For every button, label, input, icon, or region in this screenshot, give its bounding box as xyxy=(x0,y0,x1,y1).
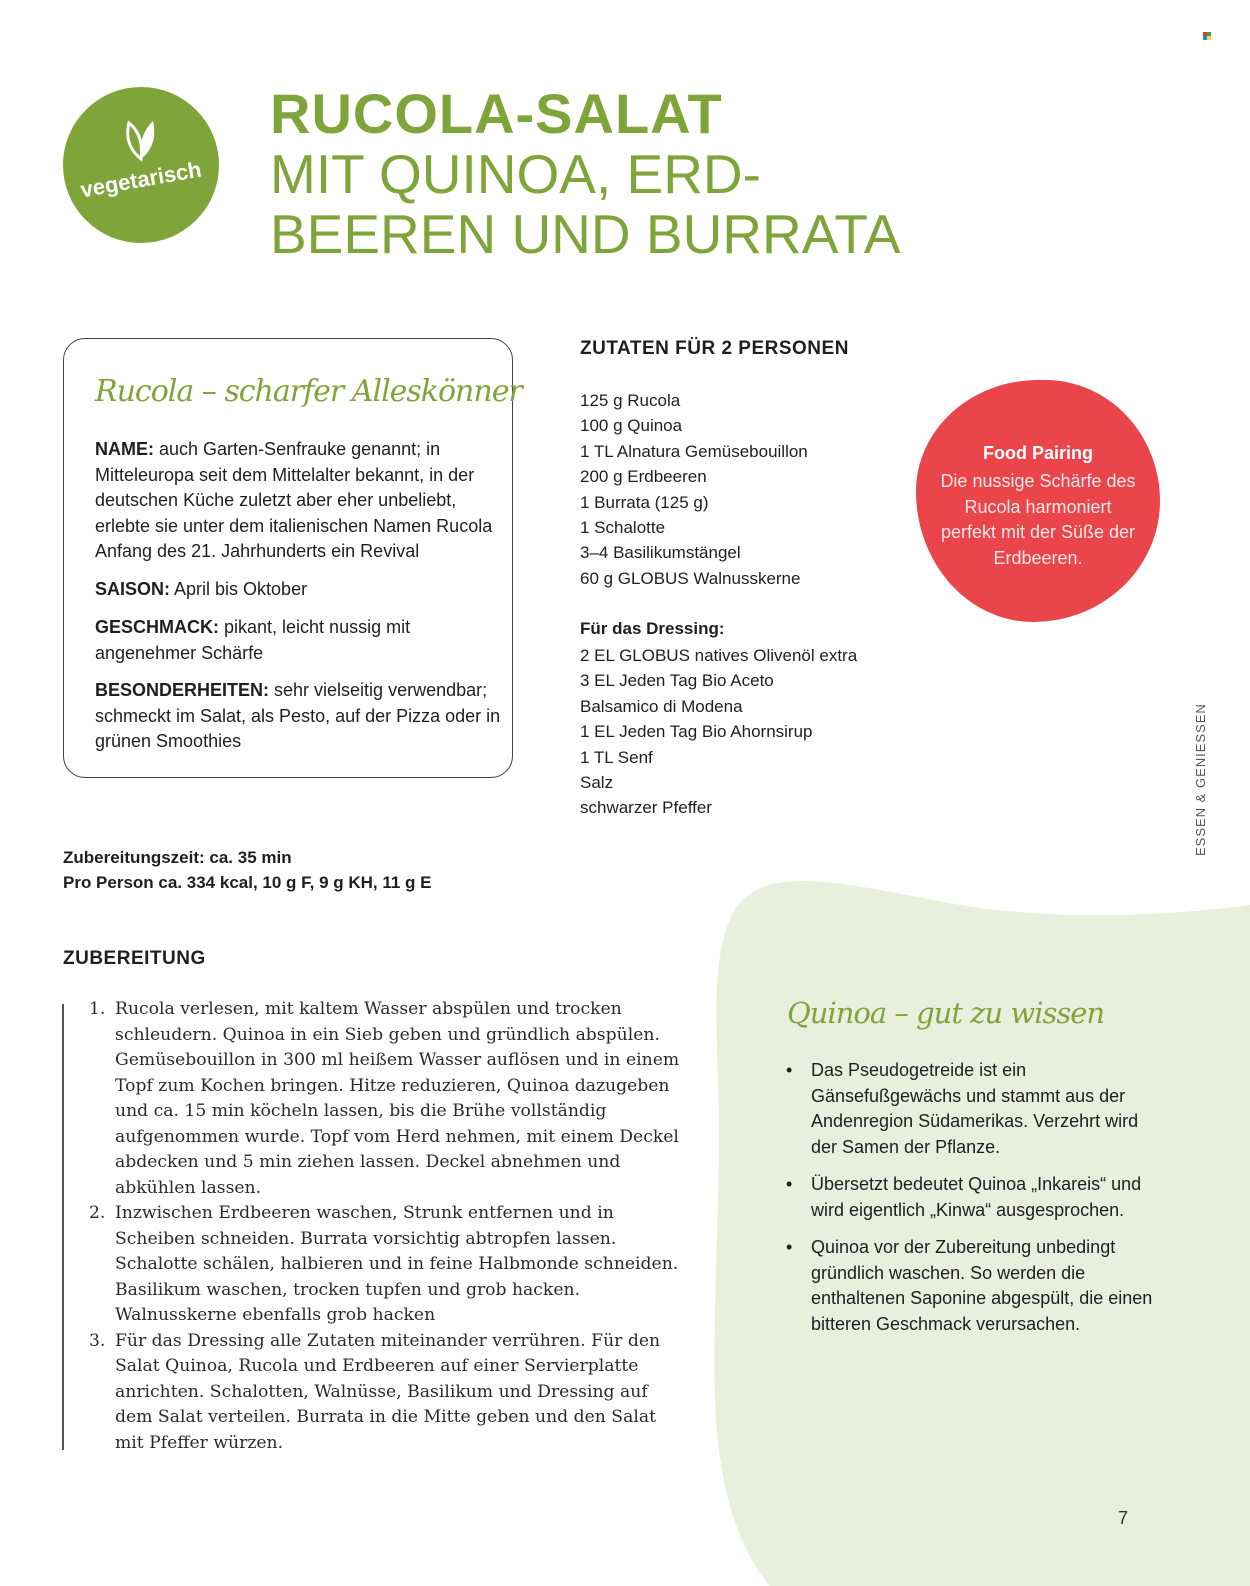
dressing-item: Balsamico di Modena xyxy=(580,696,743,716)
preparation-title: ZUBEREITUNG xyxy=(63,948,206,969)
prep-time: Zubereitungszeit: ca. 35 min xyxy=(63,848,292,867)
step-text: Inzwischen Erdbeeren waschen, Strunk entfernen und in Scheiben schneiden. Burrata vorsichtig abtropfen lassen. Schalotte schälen, halbieren und in feine Halbmonde schneiden. Basilikum waschen, trocken tupfen und grob hacken. Walnusskerne ebenfalls grob hacken xyxy=(115,1203,679,1325)
title-line-3: BEEREN UND BURRATA xyxy=(270,203,901,265)
ingredient-item: 60 g GLOBUS Walnusskerne xyxy=(580,568,801,588)
preparation-step xyxy=(89,997,685,1201)
bullet-icon: • xyxy=(786,1237,793,1257)
quinoa-heading: Quinoa – gut zu wissen xyxy=(787,996,1105,1030)
info-besonderheiten-text: sehr vielseitig verwendbar; schmeckt im Salat, als Pesto, auf der Pizza oder in grünen Smoothies xyxy=(95,680,501,751)
quinoa-fact-text: Das Pseudogetreide ist ein Gänsefußgewächs und stammt aus der Andenregion Südamerikas. Verzehrt wird der Samen der Pflanze. xyxy=(811,1060,1139,1157)
ingredient-item: 3–4 Basilikumstängel xyxy=(580,543,741,563)
preparation-step xyxy=(89,1201,685,1329)
nutrition-per-person: Pro Person ca. 334 kcal, 10 g F, 9 g KH, 11 g E xyxy=(63,873,432,892)
dressing-item: 1 EL Jeden Tag Bio Ahornsirup xyxy=(580,722,813,742)
ingredients-title: ZUTATEN FÜR 2 PERSONEN xyxy=(580,338,849,359)
food-pairing-title: Food Pairing xyxy=(983,443,1093,463)
step-text: Rucola verlesen, mit kaltem Wasser abspülen und trocken schleudern. Quinoa in ein Sieb geben und gründlich abspülen. Gemüsebouillon in 300 ml heißem Wasser auflösen und in einem Topf zum Kochen bringen. Hitze reduzieren, Quinoa dazugeben und ca. 15 min köcheln lassen, bis die Brühe vollständig aufgenommen wurde. Topf vom Herd nehmen, mit einem Deckel abdecken und 5 min ziehen lassen. Deckel abnehmen und abkühlen lassen. xyxy=(115,999,680,1198)
dressing-item: 2 EL GLOBUS natives Olivenöl extra xyxy=(580,646,858,665)
dressing-title: Für das Dressing: xyxy=(580,619,725,638)
section-side-label: ESSEN & GENIESSEN xyxy=(1193,703,1208,856)
rucola-heading: Rucola – scharfer Alleskönner xyxy=(95,374,522,409)
dressing-list xyxy=(580,643,857,821)
quinoa-fact xyxy=(786,1172,1161,1223)
food-pairing-text: Die nussige Schärfe des Rucola harmoniert perfekt mit der Süße der Erdbeeren. xyxy=(940,471,1136,568)
title-line-1: RUCOLA-SALAT xyxy=(270,82,723,145)
quinoa-fact xyxy=(786,1058,1161,1160)
quinoa-fact-text: Übersetzt bedeutet Quinoa „Inkareis“ und wird eigentlich „Kinwa“ ausgesprochen. xyxy=(811,1174,1142,1220)
ingredient-item: 1 Burrata (125 g) xyxy=(580,492,709,512)
dressing-item: 1 TL Senf xyxy=(580,747,653,767)
step-number: 3. xyxy=(89,1330,106,1351)
ingredient-item: 1 Schalotte xyxy=(580,518,666,538)
ingredient-list xyxy=(580,388,808,591)
ingredient-item: 100 g Quinoa xyxy=(580,416,683,436)
page-number: 7 xyxy=(1118,1508,1129,1528)
ingredient-item: 1 TL Alnatura Gemüsebouillon xyxy=(580,441,808,461)
color-marker-icon xyxy=(1203,32,1211,40)
info-geschmack xyxy=(95,615,505,666)
quinoa-fact xyxy=(786,1235,1161,1337)
info-besonderheiten xyxy=(95,678,505,755)
info-name xyxy=(95,437,505,565)
preparation-step xyxy=(89,1329,685,1457)
vegetarian-badge xyxy=(63,87,219,243)
dressing-item: 3 EL Jeden Tag Bio Aceto xyxy=(580,671,774,691)
preparation-divider xyxy=(62,1004,64,1450)
leaf-icon xyxy=(113,113,169,163)
quinoa-facts xyxy=(786,1058,1161,1349)
dressing-item: Salz xyxy=(580,773,614,793)
step-text: Für das Dressing alle Zutaten miteinander verrühren. Für den Salat Quinoa, Rucola und Erdbeeren auf einer Servierplatte anrichten. Schalotten, Walnüsse, Basilikum und Dressing auf dem Salat verteilen. Burrata in die Mitte geben und den Salat mit Pfeffer würzen. xyxy=(115,1330,661,1453)
step-number: 2. xyxy=(89,1203,106,1223)
info-saison xyxy=(95,577,505,603)
info-besonderheiten-label: BESONDERHEITEN: xyxy=(95,680,270,700)
quinoa-fact-text: Quinoa vor der Zubereitung unbedingt gründlich waschen. So werden die enthaltenen Saponine abgespült, die einen bitteren Geschmack verursachen. xyxy=(811,1237,1153,1334)
info-geschmack-text: pikant, leicht nussig mit angenehmer Schärfe xyxy=(95,617,411,663)
preparation-steps xyxy=(89,997,685,1456)
title-line-2: MIT QUINOA, ERD- xyxy=(270,143,761,205)
bullet-icon: • xyxy=(786,1060,793,1080)
badge-label: vegetarisch xyxy=(78,156,204,203)
info-name-label: NAME: xyxy=(95,439,154,459)
info-saison-label: SAISON: xyxy=(95,579,171,599)
page-title xyxy=(270,84,901,264)
bullet-icon: • xyxy=(786,1174,793,1194)
step-number: 1. xyxy=(89,999,106,1019)
dressing-item: schwarzer Pfeffer xyxy=(580,798,712,818)
info-geschmack-label: GESCHMACK: xyxy=(95,617,219,637)
info-saison-text: April bis Oktober xyxy=(170,579,308,599)
info-name-text: auch Garten-Senfrauke genannt; in Mitteleuropa seit dem Mittelalter bekannt, in der deutschen Küche zuletzt aber eher unbeliebt, erlebte sie unter dem italienischen Namen Rucola Anfang des 21. Jahrhunderts ein Revival xyxy=(95,439,493,561)
ingredient-item: 200 g Erdbeeren xyxy=(580,467,707,487)
ingredient-item: 125 g Rucola xyxy=(580,391,681,410)
food-pairing-bubble xyxy=(916,380,1160,622)
